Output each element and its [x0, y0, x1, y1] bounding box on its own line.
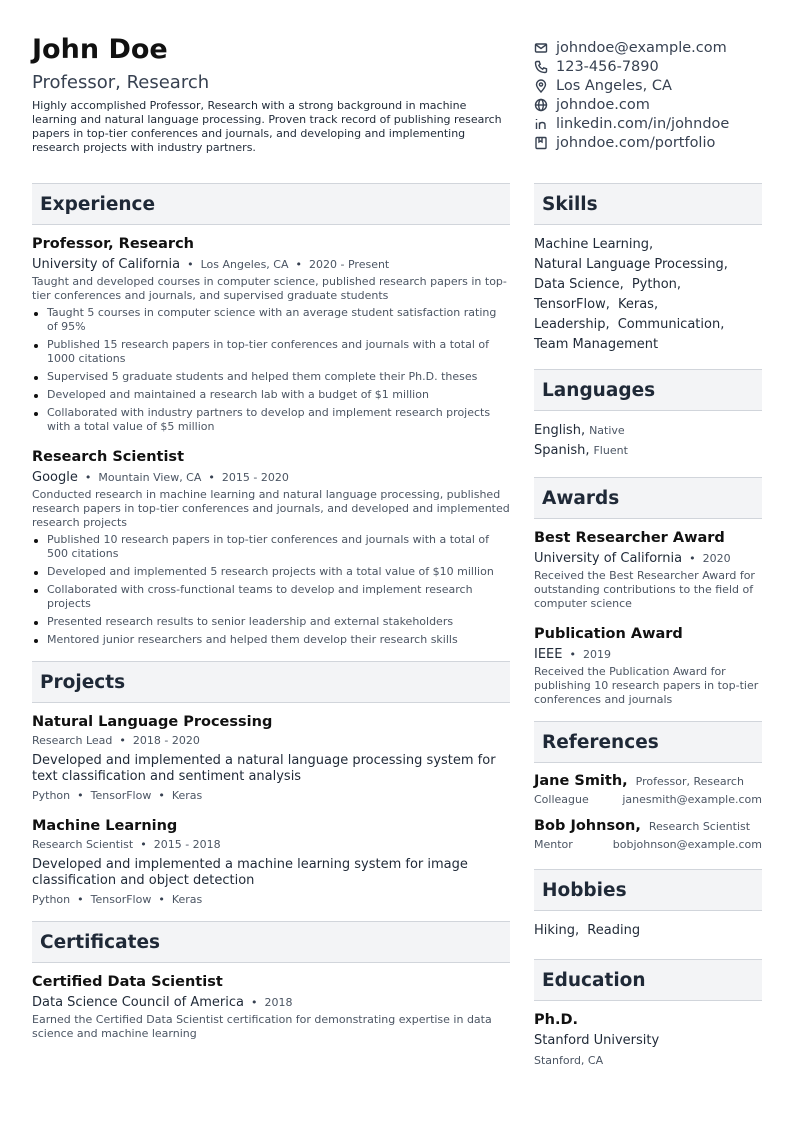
- reference-item: [534, 773, 762, 806]
- project-description: Developed and implemented a machine learning system for image classification and object detection: [32, 857, 468, 888]
- company: University of California: [32, 257, 181, 272]
- skill: Natural Language Processing,: [534, 257, 728, 272]
- globe-icon: [534, 98, 548, 112]
- dot-separator: •: [208, 471, 215, 484]
- skill: Machine Learning,: [534, 237, 654, 252]
- linkedin-icon: [534, 117, 548, 131]
- award-name: Best Researcher Award: [534, 530, 725, 546]
- job-meta: [32, 469, 510, 486]
- language-item: [534, 421, 762, 441]
- references-section: [534, 763, 762, 869]
- project-tags: [32, 789, 510, 803]
- reference-name: Bob Johnson,: [534, 818, 641, 834]
- dot-separator: •: [689, 552, 696, 565]
- language-item: [534, 441, 762, 461]
- tag: TensorFlow: [90, 789, 152, 802]
- hobbies-list: [534, 911, 762, 959]
- bullet-item: Published 15 research papers in top-tier conferences and journals with a total of 1000 citations: [32, 338, 510, 366]
- section-heading-education: Education: [534, 959, 762, 1001]
- contact-portfolio[interactable]: [534, 133, 774, 152]
- award-year: 2020: [702, 552, 731, 565]
- certificate-description: Earned the Certified Data Scientist certification for demonstrating expertise in data science and machine learning: [32, 1013, 492, 1040]
- bullet-item: Collaborated with industry partners to develop and implement research projects with a total value of $5 million: [32, 406, 510, 434]
- language-level: Fluent: [593, 444, 628, 457]
- job-title: Research Scientist: [32, 449, 184, 465]
- skill: Python,: [631, 277, 682, 292]
- reference-email[interactable]: bobjohnson@example.com: [612, 838, 762, 851]
- resume-header: [32, 34, 512, 155]
- job-meta: [32, 256, 510, 273]
- section-heading-references: References: [534, 721, 762, 763]
- contact-block: [534, 38, 774, 152]
- certificate-meta: [32, 994, 510, 1011]
- award-year: 2019: [582, 648, 611, 661]
- project-meta: [32, 734, 510, 748]
- reference-role: Research Scientist: [648, 820, 751, 833]
- dot-separator: •: [77, 893, 84, 906]
- education-section: [534, 1001, 762, 1069]
- job-title: Professor, Research: [32, 236, 194, 252]
- project-tags: [32, 893, 510, 907]
- section-heading-projects: Projects: [32, 661, 510, 703]
- job-location: Mountain View, CA: [98, 471, 202, 484]
- section-heading-hobbies: Hobbies: [534, 869, 762, 911]
- section-heading-certificates: Certificates: [32, 921, 510, 963]
- dot-separator: •: [251, 996, 258, 1009]
- project-dates: 2018 - 2020: [132, 734, 200, 747]
- award-name: Publication Award: [534, 626, 683, 642]
- reference-name: Jane Smith,: [534, 773, 628, 789]
- project-dates: 2015 - 2018: [153, 838, 221, 851]
- skill: Data Science,: [534, 277, 624, 292]
- language-level: Native: [589, 424, 625, 437]
- award-description: Received the Best Researcher Award for outstanding contributions to the field of computer science: [534, 569, 755, 610]
- language-name: Spanish,: [534, 443, 590, 458]
- award-issuer: IEEE: [534, 647, 563, 662]
- reference-relation: Colleague: [534, 793, 589, 806]
- award-issuer: University of California: [534, 551, 683, 566]
- contact-linkedin[interactable]: [534, 114, 774, 133]
- experience-item: [32, 235, 510, 434]
- skill: TensorFlow,: [534, 297, 610, 312]
- summary: Highly accomplished Professor, Research with a strong background in machine learning and natural language processing. Proven track record of publishing research papers in top-tier conferences and journals, and developing and implementing research projects with industry partners.: [32, 99, 502, 154]
- bullet-item: Presented research results to senior leadership and external stakeholders: [32, 615, 510, 629]
- person-name: John Doe: [32, 34, 168, 65]
- skill: Keras,: [618, 297, 659, 312]
- dot-separator: •: [140, 838, 147, 851]
- website-text: johndoe.com: [556, 96, 650, 113]
- project-item: [32, 713, 510, 803]
- award-item: [534, 625, 762, 707]
- bullet-item: Mentored junior researchers and helped them develop their research skills: [32, 633, 510, 647]
- school: Stanford University: [534, 1033, 660, 1048]
- dot-separator: •: [295, 258, 303, 271]
- language-name: English,: [534, 423, 586, 438]
- dot-separator: •: [158, 893, 165, 906]
- skill: Communication,: [617, 317, 725, 332]
- reference-email[interactable]: janesmith@example.com: [622, 793, 762, 806]
- reference-item: [534, 818, 762, 851]
- hobby: Reading: [587, 923, 641, 938]
- tag: Keras: [171, 893, 203, 906]
- job-location: Los Angeles, CA: [200, 258, 289, 271]
- experience-section: [32, 225, 510, 647]
- hobby: Hiking,: [534, 923, 580, 938]
- contact-location: [534, 76, 774, 95]
- reference-role: Professor, Research: [635, 775, 744, 788]
- reference-relation: Mentor: [534, 838, 573, 851]
- dot-separator: •: [77, 789, 84, 802]
- certificate-issuer: Data Science Council of America: [32, 995, 244, 1010]
- dot-separator: •: [569, 648, 576, 661]
- job-dates: 2020 - Present: [309, 258, 390, 271]
- dot-separator: •: [84, 471, 92, 484]
- project-item: [32, 817, 510, 907]
- location-text: Los Angeles, CA: [556, 77, 672, 94]
- project-name: Natural Language Processing: [32, 714, 273, 730]
- languages-list: [534, 411, 762, 477]
- job-dates: 2015 - 2020: [221, 471, 289, 484]
- bullet-item: Collaborated with cross-functional teams to develop and implement research projects: [32, 583, 510, 611]
- section-heading-awards: Awards: [534, 477, 762, 519]
- mail-icon: [534, 41, 548, 55]
- award-item: [534, 529, 762, 611]
- job-description: Taught and developed courses in computer science, published research papers in top-tier conferences and journals, and supervised graduate students: [32, 275, 507, 302]
- bookmark-icon: [534, 136, 548, 150]
- tag: TensorFlow: [90, 893, 152, 906]
- certificate-name: Certified Data Scientist: [32, 974, 223, 990]
- job-description: Conducted research in machine learning and natural language processing, published research papers in top-tier conferences and journals, and developed and implemented research projects: [32, 488, 510, 529]
- bullet-item: Developed and implemented 5 research projects with a total value of $10 million: [32, 565, 510, 579]
- skills-list: [534, 225, 762, 369]
- tag: Python: [32, 893, 71, 906]
- contact-phone[interactable]: [534, 57, 774, 76]
- contact-website[interactable]: [534, 95, 774, 114]
- tag: Python: [32, 789, 71, 802]
- section-heading-skills: Skills: [534, 183, 762, 225]
- dot-separator: •: [187, 258, 194, 271]
- project-role: Research Scientist: [32, 838, 134, 851]
- skill: Leadership,: [534, 317, 610, 332]
- section-heading-experience: Experience: [32, 183, 510, 225]
- degree: Ph.D.: [534, 1012, 579, 1028]
- section-heading-languages: Languages: [534, 369, 762, 411]
- map-pin-icon: [534, 79, 548, 93]
- certificates-section: [32, 963, 510, 1041]
- job-title: Professor, Research: [32, 72, 210, 93]
- certificate-item: [32, 973, 510, 1041]
- left-column: [32, 183, 510, 1055]
- project-role: Research Lead: [32, 734, 113, 747]
- email-text: johndoe@example.com: [556, 39, 727, 56]
- award-meta: [534, 550, 762, 567]
- project-description: Developed and implemented a natural language processing system for text classification and sentiment analysis: [32, 753, 496, 784]
- bullet-list: [32, 306, 510, 434]
- experience-item: [32, 448, 510, 647]
- right-column: [534, 183, 762, 1069]
- certificate-year: 2018: [264, 996, 293, 1009]
- school-location: Stanford, CA: [534, 1054, 604, 1067]
- portfolio-text: johndoe.com/portfolio: [556, 134, 716, 151]
- dot-separator: •: [119, 734, 126, 747]
- company: Google: [32, 470, 78, 485]
- phone-icon: [534, 60, 548, 74]
- contact-email[interactable]: [534, 38, 774, 57]
- phone-text: 123-456-7890: [556, 58, 659, 75]
- bullet-item: Supervised 5 graduate students and helped them complete their Ph.D. theses: [32, 370, 510, 384]
- projects-section: [32, 703, 510, 907]
- tag: Keras: [171, 789, 203, 802]
- award-description: Received the Publication Award for publishing 10 research papers in top-tier conferences and journals: [534, 665, 759, 706]
- awards-section: [534, 519, 762, 707]
- linkedin-text: linkedin.com/in/johndoe: [556, 115, 730, 132]
- bullet-item: Taught 5 courses in computer science with an average student satisfaction rating of 95%: [32, 306, 510, 334]
- bullet-item: Published 10 research papers in top-tier conferences and journals with a total of 500 citations: [32, 533, 510, 561]
- award-meta: [534, 646, 762, 663]
- bullet-list: [32, 533, 510, 647]
- dot-separator: •: [158, 789, 165, 802]
- skill: Team Management: [534, 337, 659, 352]
- project-meta: [32, 838, 510, 852]
- project-name: Machine Learning: [32, 818, 178, 834]
- bullet-item: Developed and maintained a research lab with a budget of $1 million: [32, 388, 510, 402]
